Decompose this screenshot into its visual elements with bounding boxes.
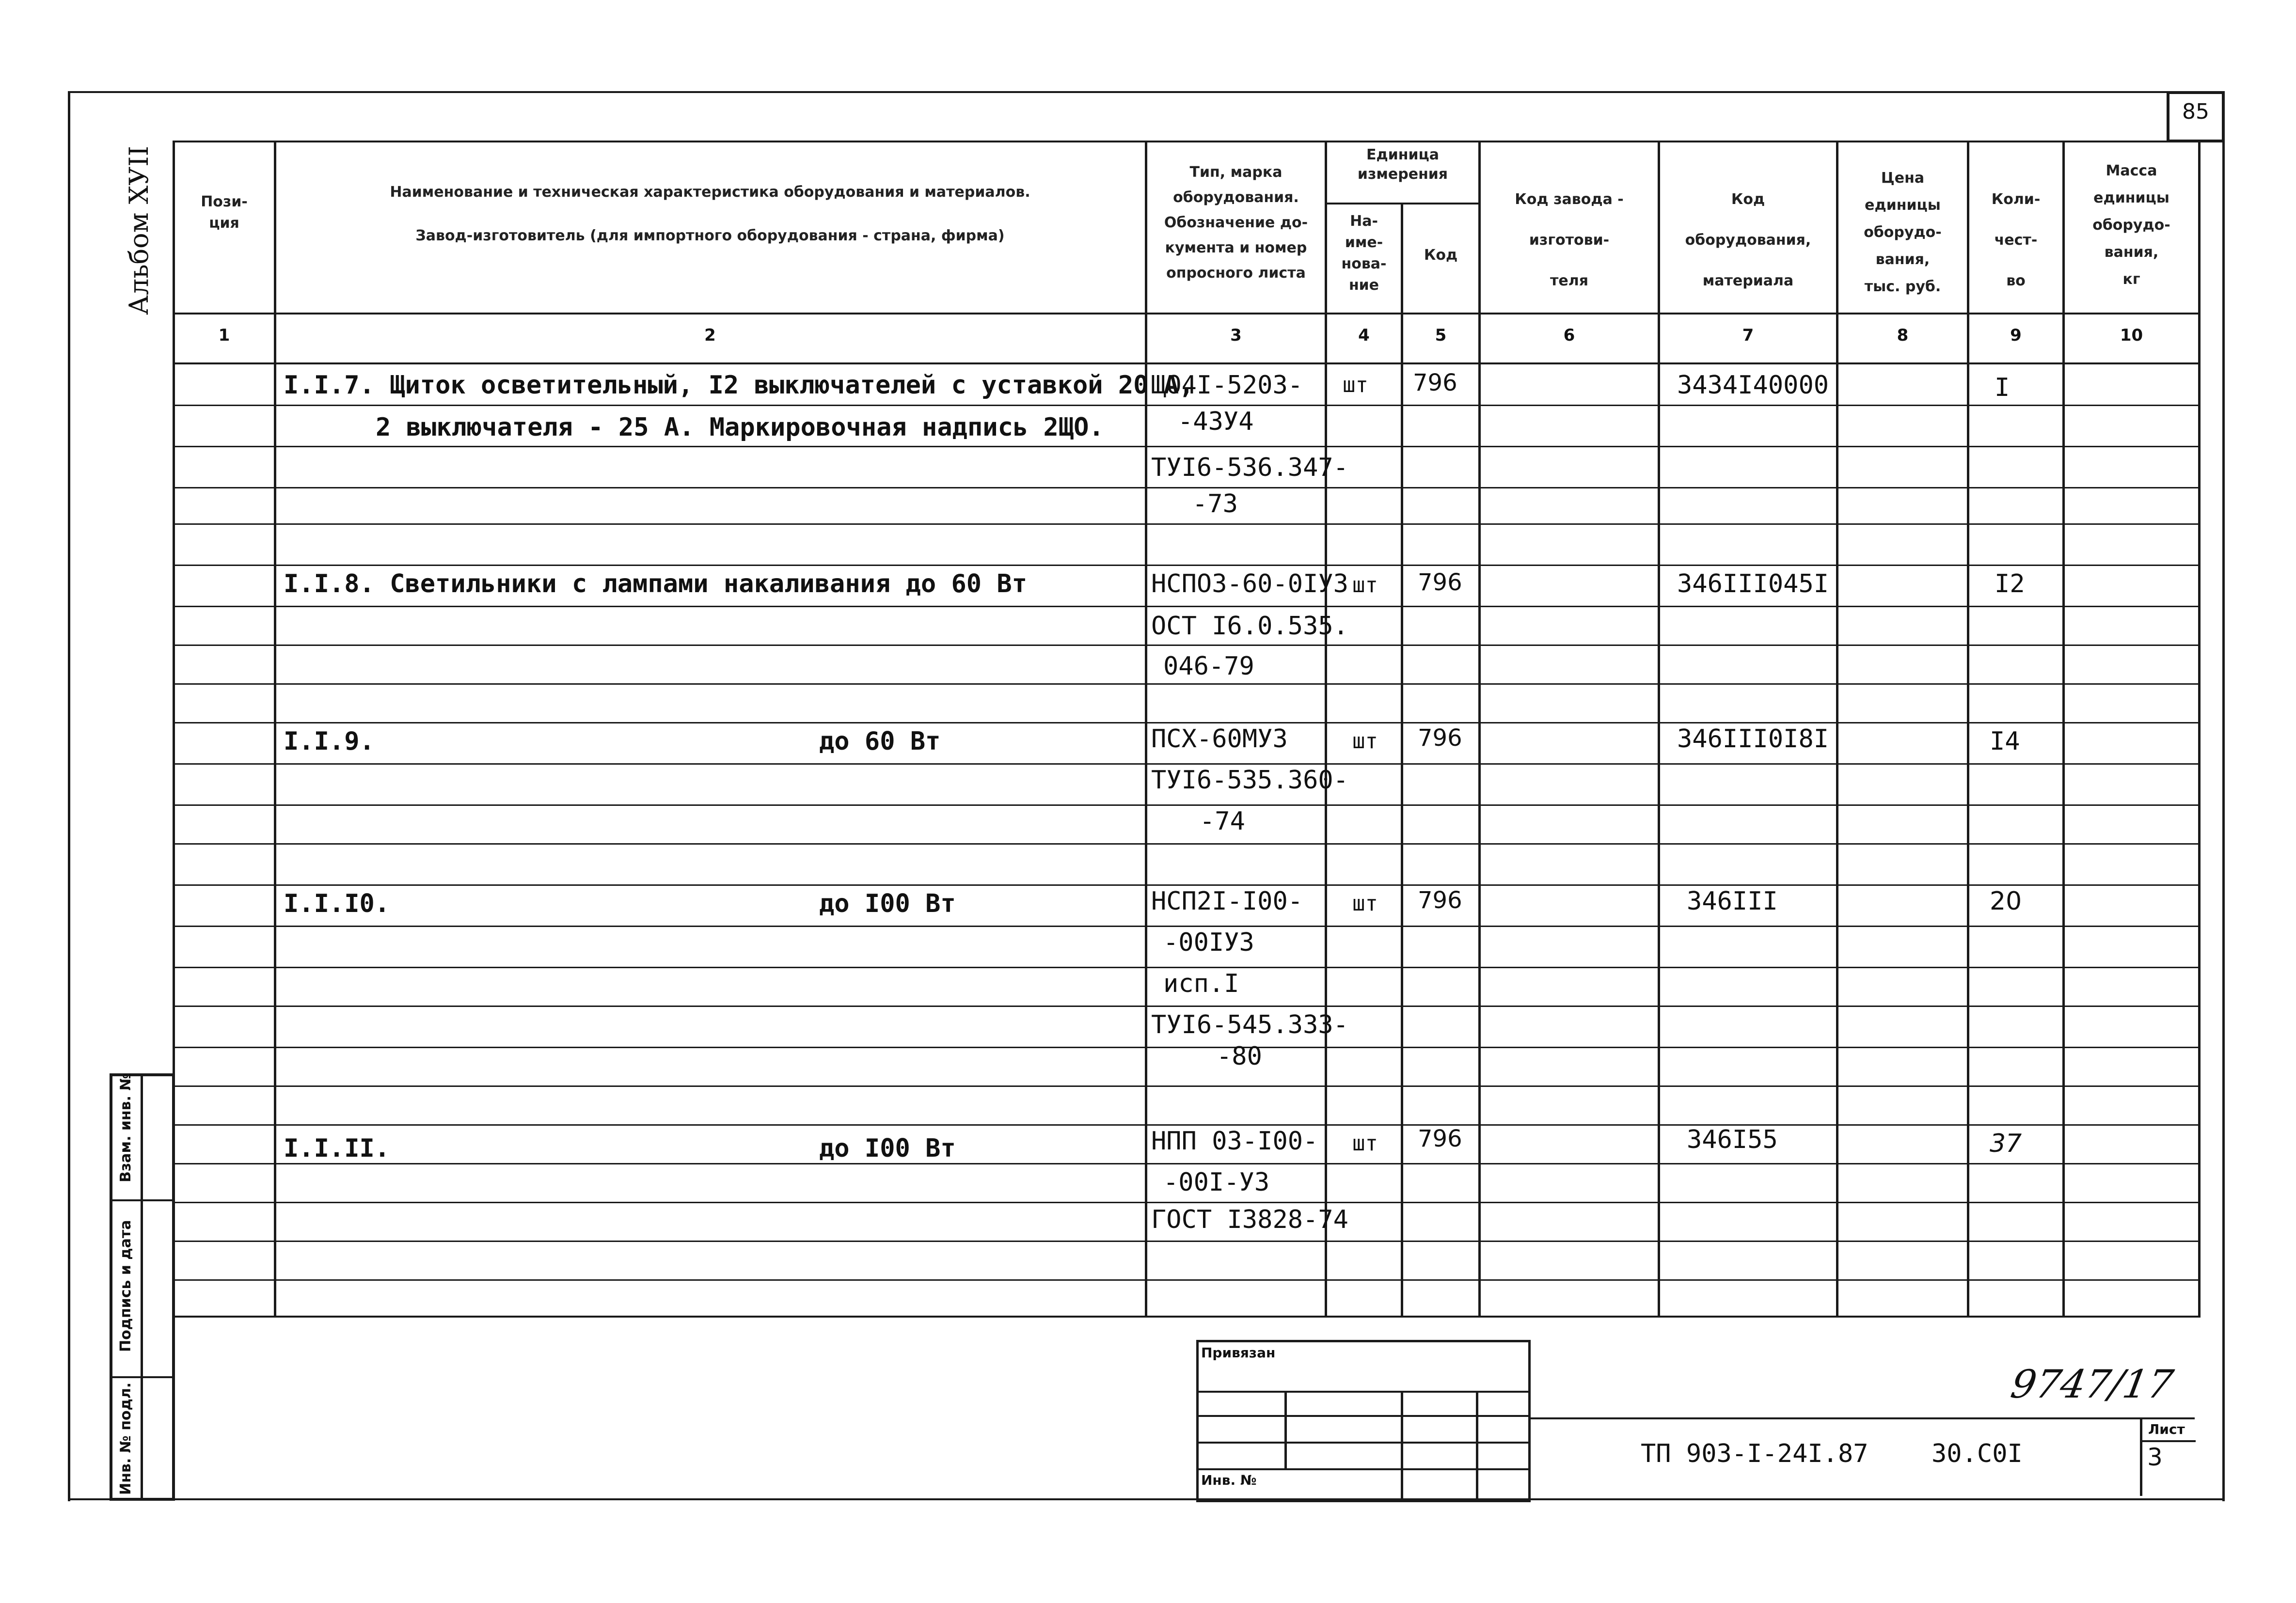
item-type: НСП2I-I00- — [1151, 887, 1303, 916]
item-type: ПСХ-60МУ3 — [1151, 724, 1288, 754]
item-power: до 60 Вт — [819, 727, 941, 756]
header-qty: Коли- чест- во — [1991, 191, 2041, 289]
item-qty: 20 — [1990, 887, 2022, 916]
col-line — [1401, 204, 1403, 1316]
item-type: -73 — [1192, 489, 1238, 519]
col-number: 7 — [1742, 326, 1754, 345]
item-equip-code: 346I55 — [1687, 1125, 1778, 1154]
bound-label: Привязан — [1201, 1345, 1276, 1361]
row-line — [173, 487, 2201, 488]
item-unit: шт — [1352, 1131, 1378, 1156]
item-type: ОСТ I6.0.535. — [1151, 612, 1348, 641]
row-line — [173, 926, 2201, 927]
col-number: 4 — [1358, 326, 1370, 345]
item-unit: шт — [1343, 373, 1368, 397]
col-number: 2 — [704, 326, 716, 345]
col-line — [1658, 141, 1660, 1316]
frame-right — [2222, 91, 2225, 1501]
item-equip-code: 346III045I — [1677, 569, 1829, 598]
header-unit-name: На- име- нова- ние — [1341, 213, 1387, 294]
row-line — [173, 967, 2201, 968]
item-name: I.I.7. Щиток осветительный, I2 выключателей с уставкой 20 А, — [284, 371, 1194, 400]
header-price: Цена единицы оборудо- вания, тыс. руб. — [1864, 170, 1942, 295]
header-equip-code: Код оборудования, материала — [1685, 191, 1811, 289]
item-power: до I00 Вт — [819, 889, 956, 918]
title-mid — [1531, 1417, 2195, 1419]
row-line — [173, 722, 2201, 723]
header-position: Пози- ция — [201, 193, 248, 232]
item-type: НПП 03-I00- — [1151, 1127, 1318, 1156]
side-label-replace: Взам. инв. № — [117, 1073, 134, 1182]
item-type: ТУI6-536.347- — [1151, 453, 1348, 482]
header-unit-group: Единица измерения — [1357, 146, 1448, 183]
sheet-value: 3 — [2147, 1443, 2163, 1471]
item-type: -43У4 — [1178, 407, 1254, 436]
col-number: 6 — [1563, 326, 1575, 345]
header-name-line2: Завод-изготовитель (для импортного оборудования - страна, фирма) — [415, 227, 1005, 244]
col-number: 3 — [1230, 326, 1242, 345]
item-qty: 37 — [1990, 1129, 2022, 1158]
row-line — [173, 683, 2201, 685]
numbers-bottom — [173, 362, 2201, 364]
doc-suffix: 30.C0I — [1932, 1439, 2023, 1468]
item-name-cont: 2 выключателя - 25 А. Маркировочная надпись 2ЩО. — [376, 413, 1104, 442]
bound-divider — [1284, 1391, 1287, 1468]
frame-left — [68, 91, 70, 1501]
col-line — [173, 141, 175, 1316]
item-unit-code: 796 — [1418, 887, 1462, 914]
frame-bottom — [68, 1498, 2225, 1500]
item-name: I.I.I0. — [284, 889, 390, 918]
col-line — [2198, 141, 2201, 1316]
header-bottom — [173, 313, 2201, 314]
doc-code: ТП 903-I-24I.87 — [1641, 1439, 1868, 1468]
item-name: I.I.9. — [284, 727, 375, 756]
item-unit-code: 796 — [1418, 724, 1462, 752]
item-type: ТУI6-545.333- — [1151, 1010, 1348, 1039]
col-line — [2062, 141, 2065, 1316]
row-line — [173, 1006, 2201, 1007]
frame-top — [68, 91, 2225, 93]
item-unit: шт — [1352, 891, 1378, 916]
item-qty: I — [1995, 373, 2010, 402]
header-unit-code: Код — [1424, 247, 1458, 264]
item-qty: I4 — [1990, 727, 2020, 756]
row-line — [173, 606, 2201, 607]
item-name: I.I.8. Светильники с лампами накаливания до 60 Вт — [284, 569, 1028, 598]
table-top — [173, 141, 2201, 142]
row-line — [173, 804, 2201, 806]
bound-line — [1196, 1468, 1531, 1470]
item-unit: шт — [1352, 729, 1378, 754]
item-unit-code: 796 — [1418, 1125, 1462, 1152]
row-line — [173, 1047, 2201, 1048]
sheet-box-line — [2140, 1440, 2196, 1442]
bound-line — [1196, 1415, 1531, 1417]
sheet-number: 85 — [2182, 99, 2209, 124]
item-type: НСПО3-60-0IУ3 — [1151, 569, 1348, 598]
row-line — [173, 1279, 2201, 1281]
item-type: -74 — [1200, 807, 1245, 836]
header-name-line1: Наименование и техническая характеристика оборудования и материалов. — [390, 184, 1030, 201]
header-type: Тип, марка оборудования. Обозначение до- кумента и номер опросного листа — [1164, 164, 1308, 282]
side-label-inv: Инв. № подл. — [117, 1382, 134, 1495]
row-line — [173, 1241, 2201, 1242]
item-type: ЩО4I-5203- — [1151, 371, 1303, 400]
inv-label: Инв. № — [1201, 1472, 1257, 1488]
bound-line — [1196, 1391, 1531, 1393]
item-unit-code: 796 — [1413, 369, 1457, 396]
handwritten-number: 9747/17 — [2007, 1362, 2177, 1407]
item-unit-code: 796 — [1418, 569, 1462, 596]
side-stamp-divider — [141, 1073, 143, 1501]
row-line — [173, 644, 2201, 646]
unit-split — [1325, 203, 1480, 204]
col-line — [1967, 141, 1969, 1316]
item-unit: шт — [1352, 573, 1378, 597]
row-line — [173, 1085, 2201, 1087]
row-line — [173, 405, 2201, 406]
item-type: 046-79 — [1163, 652, 1254, 681]
header-mass: Масса единицы оборудо- вания, кг — [2092, 162, 2170, 288]
col-number: 9 — [2010, 326, 2022, 345]
item-name: I.I.II. — [284, 1134, 390, 1163]
title-top — [173, 1316, 2201, 1318]
col-number: 10 — [2120, 326, 2143, 345]
item-equip-code: 346III — [1687, 887, 1778, 916]
col-line — [1836, 141, 1838, 1316]
row-line — [173, 763, 2201, 765]
item-type: исп.I — [1163, 969, 1239, 998]
bound-divider — [1476, 1391, 1478, 1500]
row-line — [173, 523, 2201, 525]
row-line — [173, 1124, 2201, 1126]
side-label-sign: Подпись и дата — [117, 1220, 134, 1352]
item-equip-code: 346III0I8I — [1677, 724, 1829, 754]
col-number: 8 — [1897, 326, 1909, 345]
col-line — [1325, 141, 1327, 1316]
row-line — [173, 446, 2201, 447]
item-type: ТУI6-535.360- — [1151, 766, 1348, 795]
row-line — [173, 884, 2201, 886]
col-number: 1 — [218, 326, 230, 345]
row-line — [173, 1202, 2201, 1203]
header-plant-code: Код завода - изготови- теля — [1515, 191, 1624, 289]
row-line — [173, 1163, 2201, 1164]
item-type: ГОСТ I3828-74 — [1151, 1205, 1348, 1234]
item-type: -80 — [1217, 1042, 1262, 1071]
col-line — [1145, 141, 1147, 1316]
row-line — [173, 565, 2201, 566]
col-number: 5 — [1435, 326, 1447, 345]
album-label: Альбом XУII — [124, 146, 154, 315]
bound-divider — [1401, 1391, 1403, 1500]
item-type: -00IУ3 — [1163, 928, 1254, 957]
col-line — [1478, 141, 1481, 1316]
row-line — [173, 843, 2201, 845]
item-type: -00I-У3 — [1163, 1168, 1270, 1197]
bound-line — [1196, 1442, 1531, 1444]
item-equip-code: 3434I40000 — [1677, 371, 1829, 400]
col-line — [274, 141, 276, 1316]
item-qty: I2 — [1995, 569, 2025, 598]
item-power: до I00 Вт — [819, 1134, 956, 1163]
sheet-label: Лист — [2148, 1421, 2185, 1437]
